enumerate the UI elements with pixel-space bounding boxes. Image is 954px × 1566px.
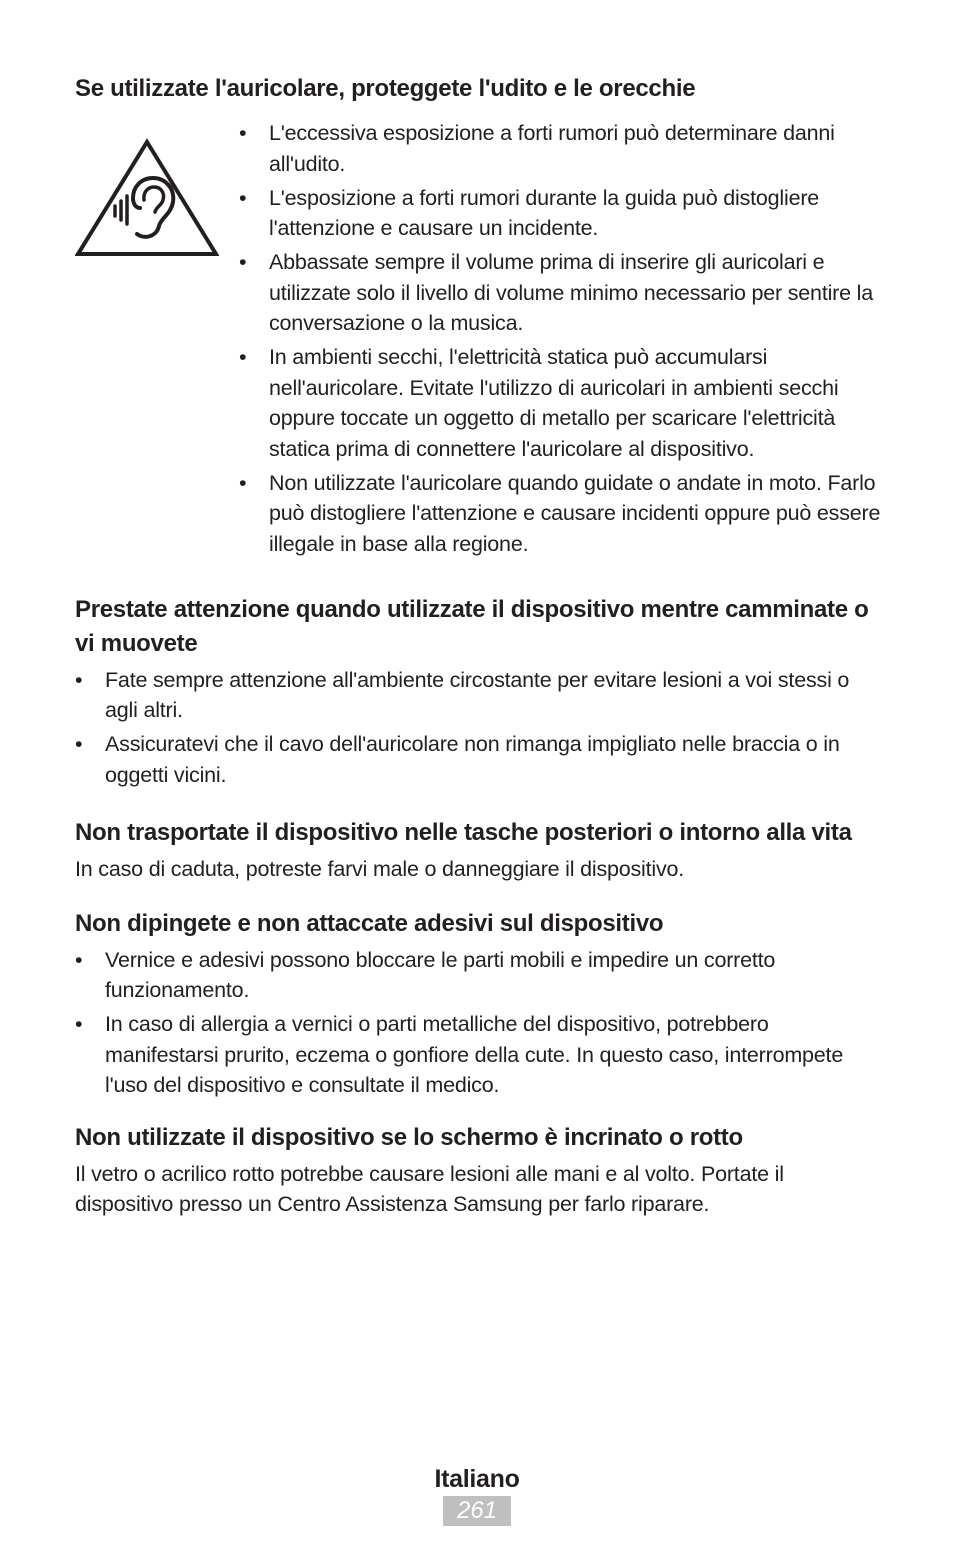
section-title-screen: Non utilizzate il dispositivo se lo schermo è incrinato o rotto (75, 1123, 743, 1151)
footer-language: Italiano (434, 1465, 520, 1493)
section-walking (75, 593, 885, 791)
section-screen (75, 1121, 885, 1220)
section-title-walking: Prestate attenzione quando utilizzate il dispositivo mentre camminate o vi muovete (75, 595, 869, 657)
hearing-list (239, 118, 885, 563)
list-item: • Abbassate sempre il volume prima di inserire gli auricolari e utilizzate solo il livello di volume minimo necessario per sentire la conversazione o la musica. (239, 247, 885, 339)
list-item: • Non utilizzate l'auricolare quando guidate o andate in moto. Farlo può distogliere l'attenzione e causare incidenti oppure può essere illegale in base alla regione. (239, 468, 885, 560)
list-item: • L'eccessiva esposizione a forti rumori può determinare danni all'udito. (239, 118, 885, 179)
section-text-screen: Il vetro o acrilico rotto potrebbe causare lesioni alle mani e al volto. Portate il dispositivo presso un Centro Assistenza Samsung per farlo riparare. (75, 1161, 784, 1216)
hearing-warning-icon (75, 118, 241, 563)
list-item: • In caso di allergia a vernici o parti metalliche del dispositivo, potrebbero manifestarsi prurito, eczema o gonfiore della cute. In questo caso, interrompete l'uso del dispositivo e consultate il medico. (75, 1009, 885, 1101)
page-footer (0, 1462, 954, 1526)
section-title-hearing: Se utilizzate l'auricolare, proteggete l'udito e le orecchie (75, 75, 696, 102)
section-title-pockets: Non trasportate il dispositivo nelle tasche posteriori o intorno alla vita (75, 819, 852, 846)
manual-page (75, 72, 885, 1220)
list-item: • Vernice e adesivi possono bloccare le parti mobili e impedire un corretto funzionamento. (75, 945, 885, 1006)
list-item: • Fate sempre attenzione all'ambiente circostante per evitare lesioni a voi stessi o agli altri. (75, 665, 885, 726)
list-item: • In ambienti secchi, l'elettricità statica può accumularsi nell'auricolare. Evitate l'utilizzo di auricolari in ambienti secchi oppure toccate un oggetto di metallo per scaricare l'elettricità statica prima di connettere l'auricolare al dispositivo. (239, 342, 885, 464)
section-hearing (75, 72, 885, 563)
paint-list (75, 945, 885, 1101)
section-paint (75, 907, 885, 1101)
list-item: • Assicuratevi che il cavo dell'auricolare non rimanga impigliato nelle braccia o in oggetti vicini. (75, 729, 885, 790)
section-pockets (75, 816, 885, 885)
section-title-paint: Non dipingete e non attaccate adesivi sul dispositivo (75, 909, 664, 937)
page-number: 261 (443, 1496, 511, 1526)
section-text-pockets: In caso di caduta, potreste farvi male o danneggiare il dispositivo. (75, 857, 685, 881)
list-item: • L'esposizione a forti rumori durante la guida può distogliere l'attenzione e causare un incidente. (239, 183, 885, 244)
walking-list (75, 665, 885, 791)
